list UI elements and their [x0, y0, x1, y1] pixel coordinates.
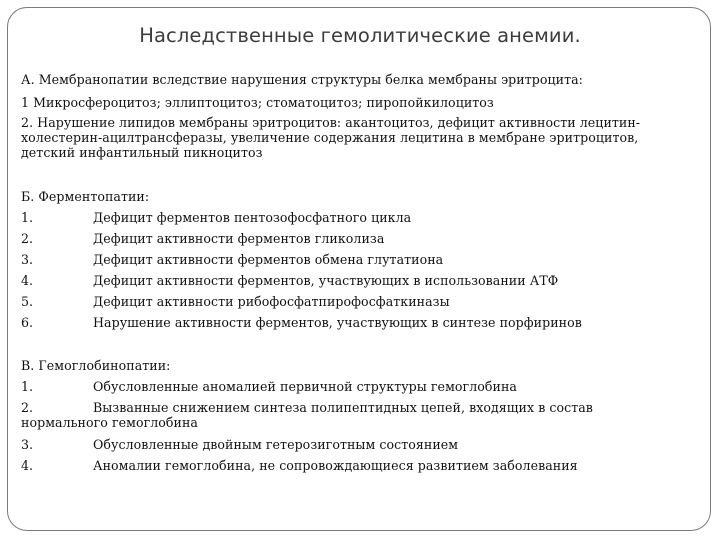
section-c-item-3-text: Обусловленные двойным гетерозиготным состоянием [93, 437, 459, 452]
section-b-item-number: 4. [21, 273, 34, 288]
section-c-heading: В. Гемоглобинопатии: [21, 358, 171, 373]
section-c-item-2-number: 2. [21, 400, 34, 415]
section-c-item-1-number: 1. [21, 379, 34, 394]
section-b-item-text: Дефицит активности рибофосфатпирофосфаткиназы [93, 294, 450, 309]
section-c-item-4-text: Аномалии гемоглобина, не сопровождающиеся развитием заболевания [93, 458, 578, 473]
section-b-item-number: 2. [21, 231, 34, 246]
section-a-heading: А. Мембранопатии вследствие нарушения структуры белка мембраны эритроцита: [21, 72, 583, 87]
section-b-item-number: 1. [21, 210, 34, 225]
section-b-item-number: 6. [21, 315, 34, 330]
section-c-item-1-text: Обусловленные аномалией первичной структуры гемоглобина [93, 379, 517, 394]
section-a-item-2-line-1: 2. Нарушение липидов мембраны эритроцитов: акантоцитоз, дефицит активности лецитин- [21, 115, 641, 130]
section-c-item-4-number: 4. [21, 458, 34, 473]
section-b-item-text: Нарушение активности ферментов, участвующих в синтезе порфиринов [93, 315, 582, 330]
page-title: Наследственные гемолитические анемии. [139, 24, 581, 47]
section-b-item-text: Дефицит активности ферментов, участвующих в использовании АТФ [93, 273, 559, 288]
section-b-item-text: Дефицит активности ферментов обмена глутатиона [93, 252, 444, 267]
section-a-item-2-line-2: холестерин-ацилтрансферазы, увеличение содержания лецитина в мембране эритроцитов, [21, 130, 639, 145]
section-b-heading: Б. Ферментопатии: [21, 189, 150, 204]
section-b-item-number: 3. [21, 252, 34, 267]
section-c-item-2-text: Вызванные снижением синтеза полипептидных цепей, входящих в состав [93, 400, 593, 415]
section-b-item-text: Дефицит ферментов пентозофосфатного цикла [93, 210, 412, 225]
section-a-item-1: 1 Микросфероцитоз; эллиптоцитоз; стоматоцитоз; пиропойкилоцитоз [21, 95, 494, 110]
section-c-item-3-number: 3. [21, 437, 34, 452]
section-b-item-number: 5. [21, 294, 34, 309]
section-c-item-2-continuation: нормального гемоглобина [21, 415, 198, 430]
section-b-item-text: Дефицит активности ферментов гликолиза [93, 231, 385, 246]
section-a-item-2-line-3: детский инфантильный пикноцитоз [21, 145, 263, 160]
